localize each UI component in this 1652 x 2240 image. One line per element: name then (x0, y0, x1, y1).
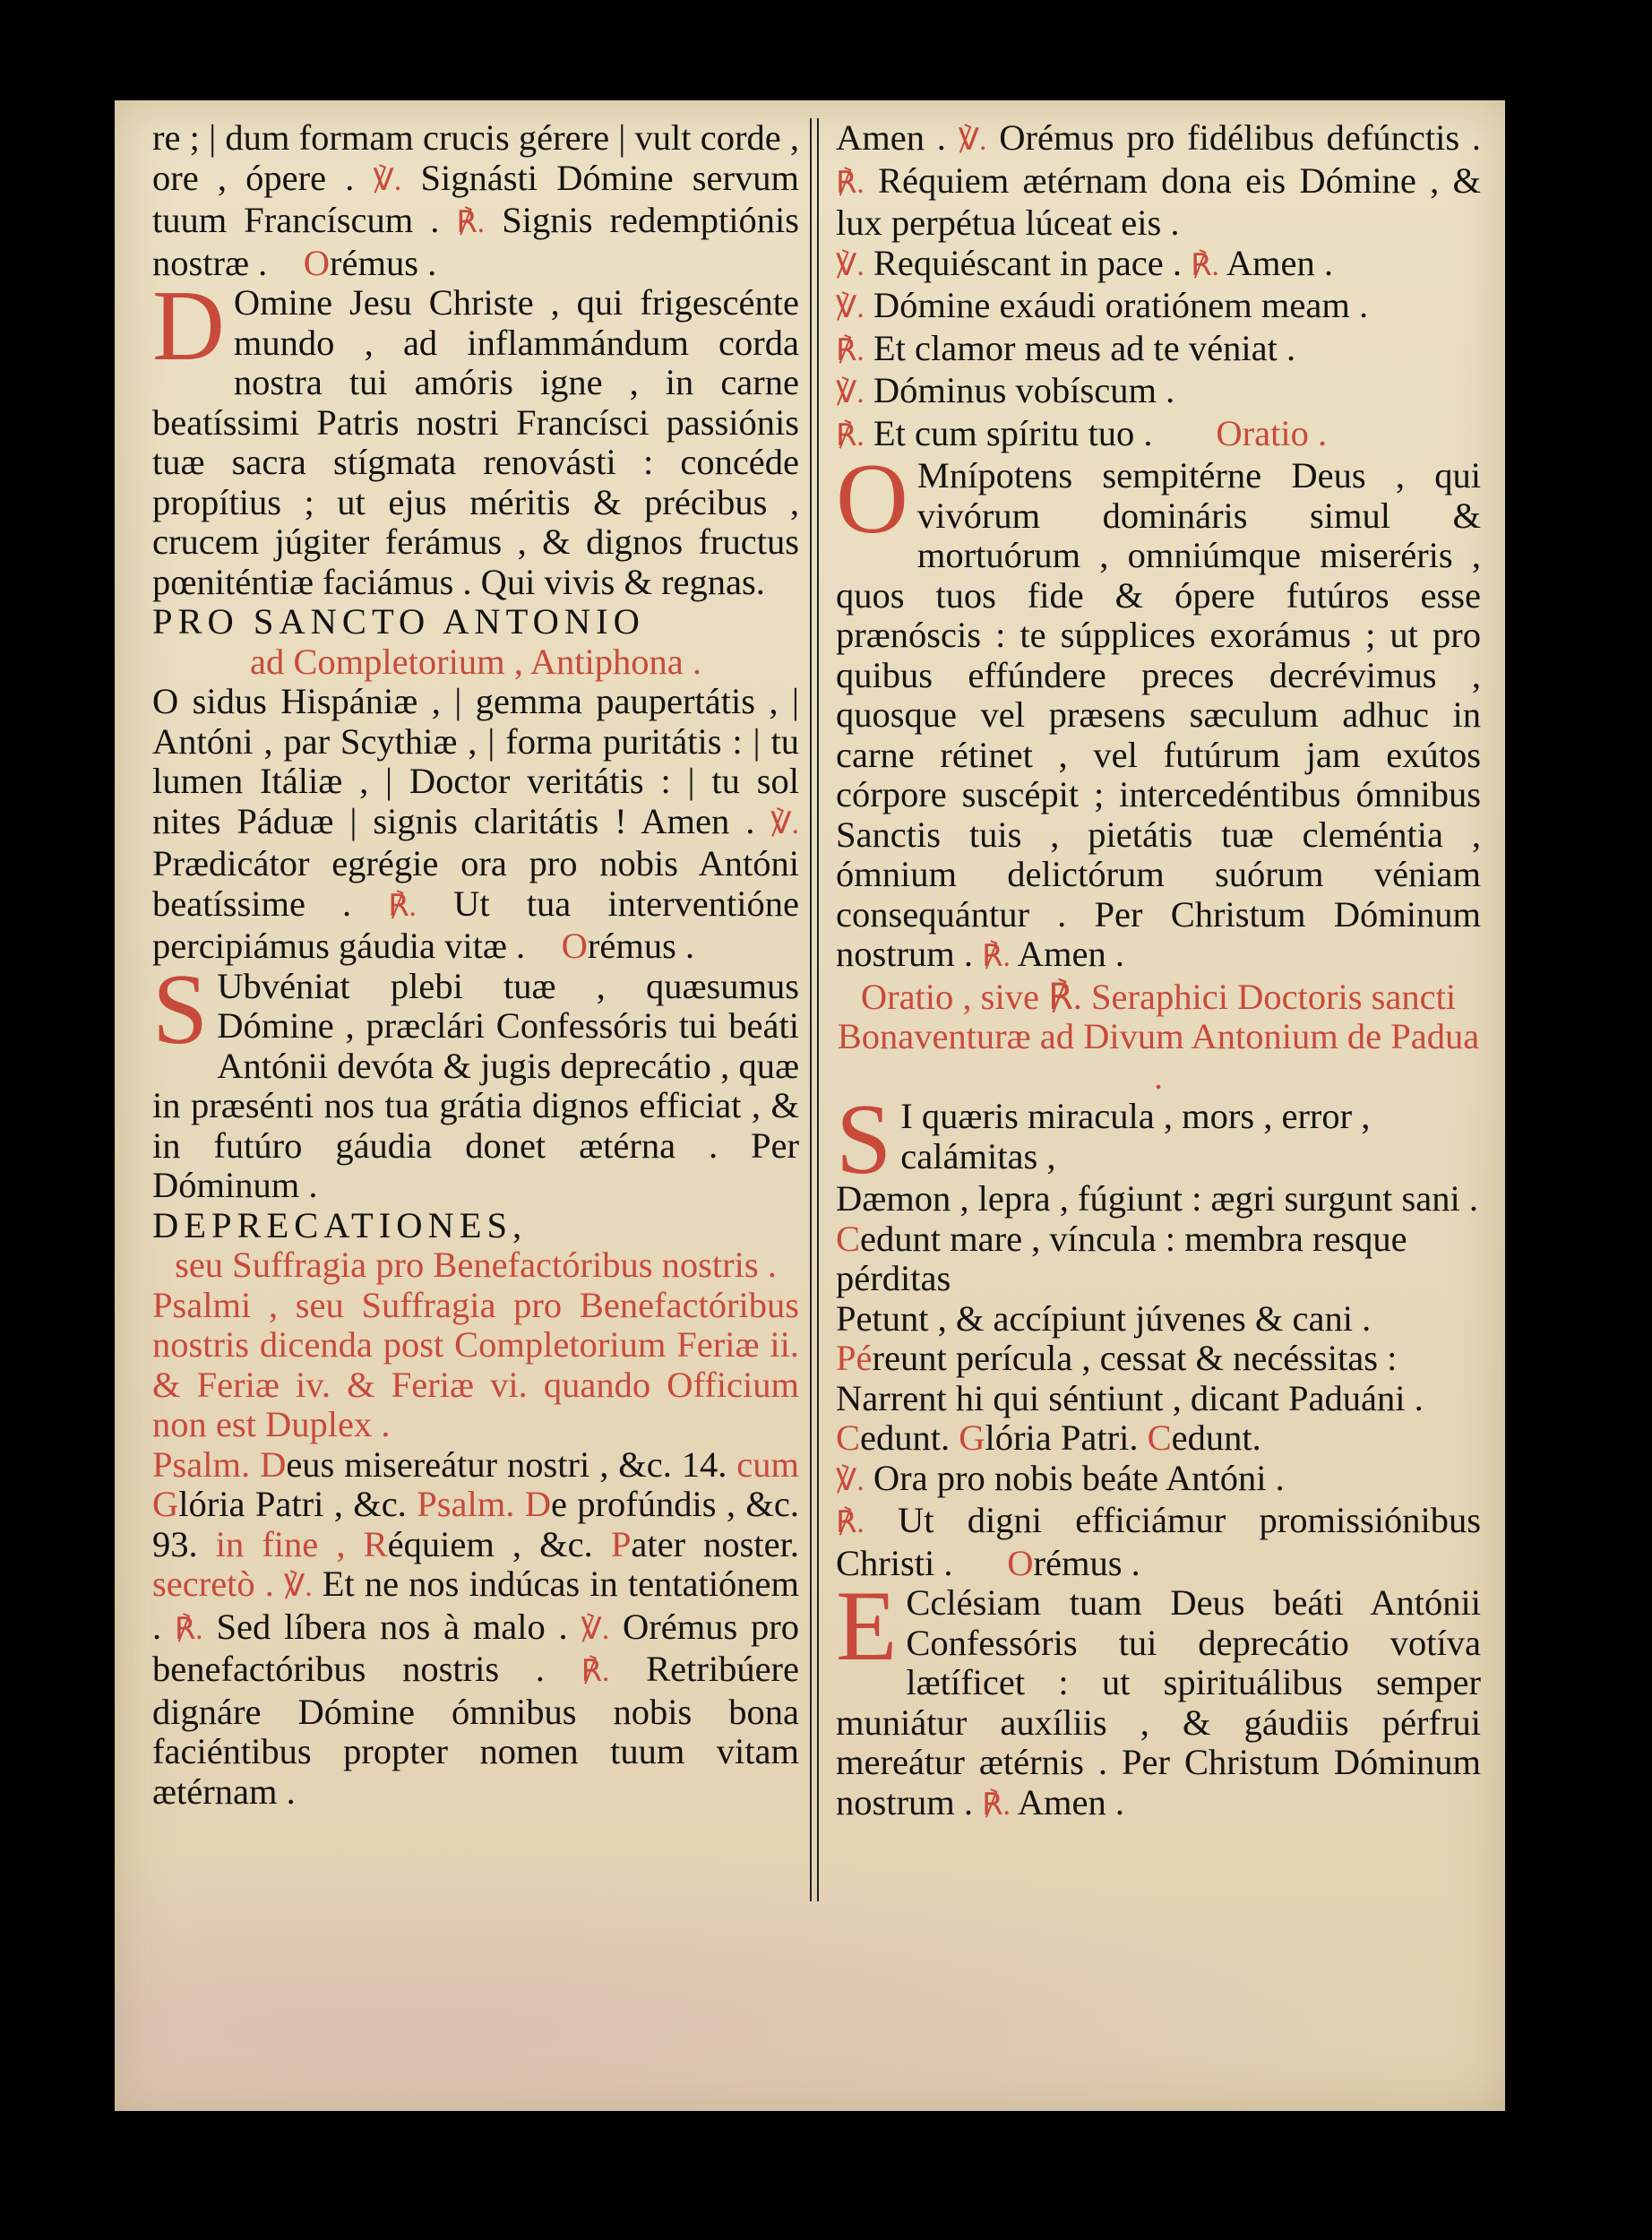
collect-ecclesiam: E Cclésiam tuam Deus beáti Antónii Confessóris tui deprecátio votíva lætíficet : ut spirituálibus semper muniátur auxíliis , & gáudiis pérfrui mereátur ætérnis . Per Christum Dóminum nostrum . ℟. Amen . (836, 1571, 1481, 1822)
red-initial: O (303, 242, 331, 283)
response-mark: ℟. (836, 166, 865, 200)
response-mark: ℟. (388, 889, 417, 923)
antiphon-text: O sidus Hispániæ , | gemma paupertátis , | Antóni , par Scythiæ , | forma puritátis : | tu lumen Itáliæ , | Doctor veritátis : | tu sol nites Páduæ | signis claritátis ! Amen . ℣. Prædicátor egrégie ora pro nobis Antóni beatíssime . ℟. Ut tua interventióne percipiámus gáudia vitæ . Orémus . (152, 681, 800, 966)
response-mark: ℟. (836, 1506, 865, 1539)
response-line: ℟. Ut digni efficiámur promissiónibus Christi . Orémus . (836, 1500, 1482, 1583)
versicle-mark: ℣. (836, 1463, 865, 1497)
responsory-line: Cedunt mare , víncula : membra resque pérditas (836, 1218, 1407, 1298)
oratio-label: Oratio . (1216, 412, 1328, 453)
collect-francis: D Omine Jesu Christe , qui frigescénte mundo , ad inflammándum corda nostra tui amóris igne , in carne beatíssimi Patris nostri Francísci passiónis tuæ sacra stígmata renovásti : concéde propítius ; ut ejus méritis & précibus , crucem júgiter ferámus , & dignos fructus pœniténtiæ faciámus . Qui vivis & regnas. (152, 271, 799, 602)
collect-omnipotens: O Mnípotens sempitérne Deus , qui vivórum domináris simul & mortuórum , omniúmque miseréris , quos tuos fide & ópere futúros esse prænóscis : te súpplices exorámus ; ut pro quibus effúndere preces decrévimus , quosque vel præsens sæculum adhuc in carne rétinet , vel futúrum jam exútos córpore suscépit ; intercedéntibus ómnibus Sanctis tuis , pietátis tuæ cleméntia , ómnium delictórum suórum véniam consequántur . Per Christum Dóminum nostrum . ℟. Amen . (836, 444, 1481, 974)
response-mark: ℟. (982, 940, 1011, 973)
drop-cap: S (152, 953, 209, 1065)
rubric-psalmi: Psalmi , seu Suffragia pro Benefactóribus nostris dicenda post Completorium Feriæ ii. & Feriæ iv. & Feriæ vi. quando Officium non est Duplex . (152, 1284, 799, 1444)
column-rule-left (810, 118, 812, 1901)
versicle-mark: ℣. (581, 1612, 610, 1646)
versicle-mark: ℣. (283, 1570, 313, 1603)
responsory-line: Péreunt perícula , cessat & necéssitas : (836, 1338, 1398, 1378)
defunctis-text: Amen . ℣. Orémus pro fidélibus defúnctis . ℟. Réquiem ætérnam dona eis Dómine , & lux perpétua lúceat eis . (836, 117, 1482, 243)
psalms-text: Psalm. Deus misereátur nostri , &c. 14. cum Glória Patri , &c. Psalm. De profúndis , &c. 93. in fine , Réquiem , &c. Pater noster. secretò . ℣. Et ne nos indúcas in tentatiónem . ℟. Sed líbera nos à malo . ℣. Orémus pro benefactóribus nostris . ℟. Retribúere dignáre Dómine ómnibus nobis bona faciéntibus propter nomen tuum vitam ætérnam . (152, 1443, 800, 1812)
response-mark: ℟. (174, 1612, 203, 1646)
response-mark: ℟. (982, 1788, 1011, 1822)
versicle-mark: ℣. (836, 376, 865, 409)
collect-antonio: S Ubvéniat plebi tuæ , quæsumus Dómine , præclári Confessóris tui beáti Antónii devóta & jugis deprecátio , quæ in præsénti nos tua grátia dignos efficiat , & in futúro gáudia donet ætérna . Per Dóminum . (152, 953, 799, 1205)
subheading-oratio-bonaventura: Oratio , sive ℟. Seraphici Doctoris sancti Bonaventuræ ad Divum Antonium de Padua . (837, 976, 1480, 1097)
drop-cap: E (836, 1571, 898, 1682)
red-initial: O (1007, 1542, 1034, 1583)
response-mark: ℟. (836, 333, 865, 367)
response-mark: ℟. (581, 1655, 610, 1688)
response-line: ℟. Et cum spíritu tuo . Oratio . (836, 412, 1328, 453)
versicle-line: ℣. Requiéscant in pace . ℟. Amen . (836, 242, 1334, 283)
red-initial: O (561, 926, 588, 966)
drop-cap: S (836, 1084, 892, 1195)
response-mark: ℟. (456, 206, 486, 239)
drop-cap: O (836, 444, 908, 555)
paragraph-opening: re ; | dum formam crucis gérere | vult corde , ore , ópere . ℣. Signásti Dómine servum tuum Francíscum . ℟. Signis redemptiónis nostræ . Orémus . (152, 117, 799, 283)
responsory-line: Narrent hi qui séntiunt , dicant Paduáni . (836, 1377, 1424, 1418)
responsory-line: Dæmon , lepra , fúgiunt : ægri surgunt sani . (836, 1178, 1478, 1219)
versicle-line: ℣. Dómine exáudi oratiónem meam . (836, 285, 1369, 325)
versicle-line: ℣. Dóminus vobíscum . (836, 370, 1175, 410)
heading-deprecationes: DEPRECATIONES, (152, 1204, 528, 1245)
response-mark: ℟. (1191, 248, 1219, 282)
versicle-mark: ℣. (770, 806, 800, 840)
response-line: ℟. Et clamor meus ad te véniat . (836, 327, 1296, 368)
drop-cap: D (152, 271, 225, 382)
subheading-suffragia: seu Suffragia pro Benefactóribus nostris . (175, 1245, 777, 1285)
versicle-mark: ℣. (958, 124, 987, 157)
left-column (152, 118, 799, 1812)
versicle-mark: ℣. (373, 163, 402, 197)
column-rule-right (817, 118, 819, 1901)
responsory-line: Petunt , & accípiunt júvenes & cani . (836, 1297, 1372, 1339)
responsory-line: S I quæris miracula , mors , error , calámitas , (836, 1084, 1371, 1195)
versicle-line: ℣. Ora pro nobis beáte Antóni . (836, 1457, 1285, 1498)
versicle-mark: ℣. (836, 248, 865, 282)
versicle-mark: ℣. (836, 291, 865, 324)
book-page (115, 100, 1505, 2111)
heading-sancto-antonio: PRO SANCTO ANTONIO (152, 601, 645, 642)
responsory-line: Cedunt. Glória Patri. Cedunt. (836, 1417, 1261, 1458)
response-mark: ℟. (836, 418, 865, 452)
right-column (836, 118, 1481, 1825)
subheading-antiphona: ad Completorium , Antiphona . (250, 641, 701, 682)
